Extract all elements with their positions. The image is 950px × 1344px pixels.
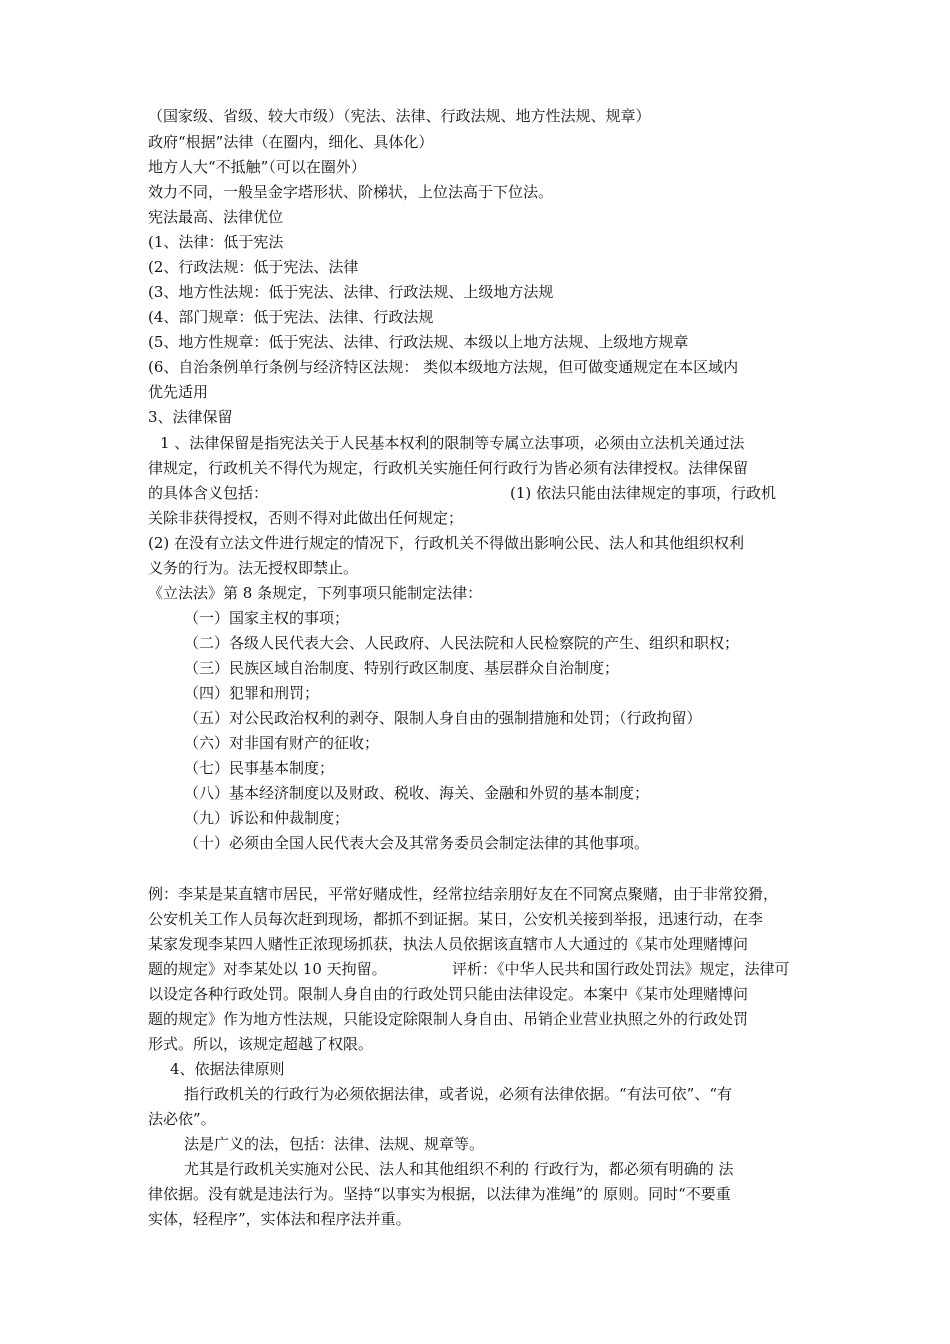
text-line: 律规定，行政机关不得代为规定，行政机关实施任何行政行为皆必须有法律授权。法律保留 — [148, 459, 749, 477]
text-line: 题的规定》对李某处以 10 天拘留。 — [148, 960, 387, 978]
text-line: 1 、法律保留是指宪法关于人民基本权利的限制等专属立法事项，必须由立法机关通过法 — [160, 434, 745, 452]
text-line: 例：李某是某直辖市居民，平常好赌成性，经常拉结亲朋好友在不同窝点聚赌，由于非常狡猾， — [148, 885, 779, 903]
section-heading: 3、法律保留 — [148, 408, 233, 426]
text-line: 律依据。没有就是违法行为。坚持“以事实为根据，以法律为准绳”的 原则。同时“不要重 — [148, 1185, 731, 1203]
list-item: （十）必须由全国人民代表大会及其常务委员会制定法律的其他事项。 — [184, 834, 650, 852]
section-heading: 4、依据法律原则 — [170, 1060, 285, 1078]
text-line: (2) 在没有立法文件进行规定的情况下，行政机关不得做出影响公民、法人和其他组织权利 — [148, 534, 745, 552]
list-item: (1、法律：低于宪法 — [148, 233, 284, 251]
text-line: 题的规定》作为地方性法规，只能设定除限制人身自由、吊销企业营业执照之外的行政处罚 — [148, 1010, 749, 1028]
text-line: 实体，轻程序”，实体法和程序法并重。 — [148, 1210, 411, 1228]
list-item: （二）各级人民代表大会、人民政府、人民法院和人民检察院的产生、组织和职权； — [184, 634, 740, 652]
text-line: (1) 依法只能由法律规定的事项，行政机 — [510, 484, 777, 502]
text-line: 某家发现李某四人赌性正浓现场抓获，执法人员依据该直辖市人大通过的《某市处理赌博问 — [148, 935, 749, 953]
list-item: (6、自治条例单行条例与经济特区法规： 类似本级地方法规，但可做变通规定在本区域内 — [148, 358, 739, 376]
list-item: (4、部门规章：低于宪法、法律、行政法规 — [148, 308, 434, 326]
text-line: 的具体含义包括： — [148, 484, 269, 502]
text-line: 尤其是行政机关实施对公民、法人和其他组织不利的 行政行为，都必须有明确的 法 — [184, 1160, 734, 1178]
list-item: （八）基本经济制度以及财政、税收、海关、金融和外贸的基本制度； — [184, 784, 650, 802]
text-line: 形式。所以，该规定超越了权限。 — [148, 1035, 374, 1053]
list-item: （五）对公民政治权利的剥夺、限制人身自由的强制措施和处罚；（行政拘留） — [184, 709, 702, 727]
list-item: （六）对非国有财产的征收； — [184, 734, 380, 752]
text-line: （国家级、省级、较大市级）（宪法、法律、行政法规、地方性法规、规章） — [148, 107, 651, 125]
list-item: (3、地方性法规：低于宪法、法律、行政法规、上级地方法规 — [148, 283, 554, 301]
text-line: 以设定各种行政处罚。限制人身自由的行政处罚只能由法律设定。本案中《某市处理赌博问 — [148, 985, 749, 1003]
text-line: 法是广义的法，包括：法律、法规、规章等。 — [184, 1135, 485, 1153]
list-item: （七）民事基本制度； — [184, 759, 335, 777]
text-line: 政府“根据”法律（在圈内，细化、具体化） — [148, 133, 434, 151]
list-item: （三）民族区域自治制度、特别行政区制度、基层群众自治制度； — [184, 659, 620, 677]
list-item: （九）诉讼和仲裁制度； — [184, 809, 350, 827]
text-line: 义务的行为。法无授权即禁止。 — [148, 559, 359, 577]
text-line: 评析：《中华人民共和国行政处罚法》规定，法律可 — [452, 960, 790, 978]
text-line: 关除非获得授权，否则不得对此做出任何规定； — [148, 509, 464, 527]
list-item: （四）犯罪和刑罚； — [184, 684, 320, 702]
text-line: 优先适用 — [148, 383, 209, 401]
section-heading: 宪法最高、法律优位 — [148, 208, 284, 226]
list-item: (5、地方性规章：低于宪法、法律、行政法规、本级以上地方法规、上级地方规章 — [148, 333, 689, 351]
list-item: (2、行政法规：低于宪法、法律 — [148, 258, 359, 276]
text-line: 地方人大“不抵触”（可以在圈外） — [148, 158, 366, 176]
text-line: 指行政机关的行政行为必须依据法律，或者说，必须有法律依据。“有法可依”、“有 — [184, 1085, 733, 1103]
text-line: 法必依”。 — [148, 1110, 216, 1128]
text-line: 公安机关工作人员每次赶到现场，都抓不到证据。某日，公安机关接到举报，迅速行动，在李 — [148, 910, 764, 928]
list-item: （一）国家主权的事项； — [184, 609, 350, 627]
text-line: 《立法法》第 8 条规定，下列事项只能制定法律： — [148, 584, 483, 602]
text-line: 效力不同，一般呈金字塔形状、阶梯状，上位法高于下位法。 — [148, 183, 554, 201]
